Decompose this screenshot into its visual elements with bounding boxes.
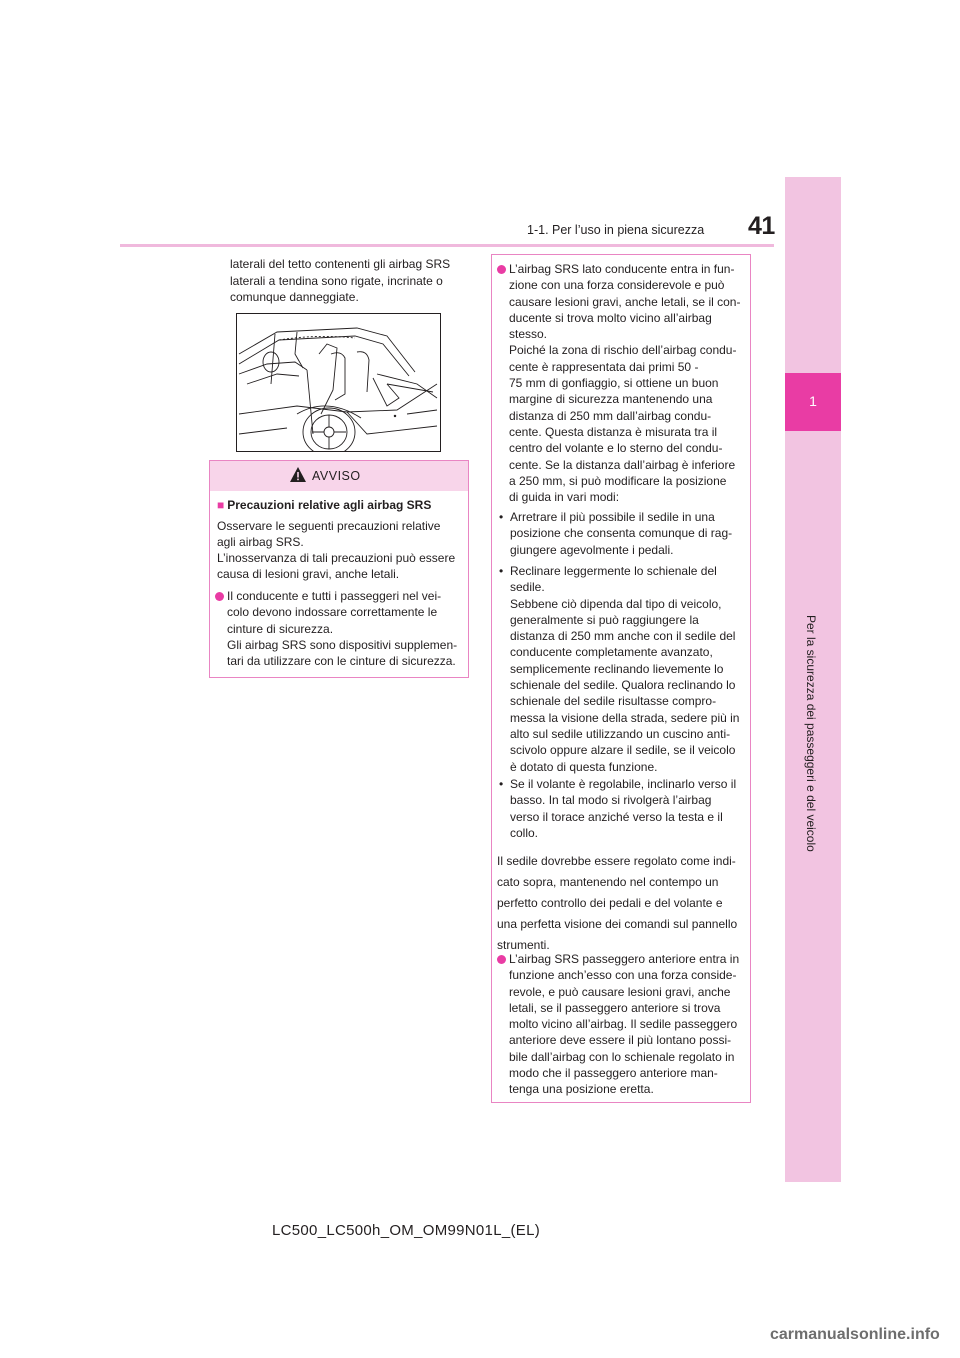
sub-bullet-line: posizione che consenta comunque di rag- <box>510 526 733 541</box>
sub-bullet-steering-wheel <box>497 776 747 841</box>
bullet-dot-icon <box>215 592 224 601</box>
bullet-line: bile dall’airbag con lo schienale regolato in <box>509 1049 735 1064</box>
bullet-line: centro del volante e lo sterno del condu- <box>509 441 723 456</box>
bullet-line: molto vicino all’airbag. Il sedile passeggero <box>509 1017 738 1032</box>
sub-bullet-move-seat <box>497 509 747 558</box>
notice-line: causa di lesioni gravi, anche letali. <box>217 567 400 581</box>
bullet-line: di guida in vari modi: <box>509 490 620 505</box>
bullet-line: cinture di sicurezza. <box>227 621 334 636</box>
intro-paragraph <box>230 256 470 306</box>
seat-adjust-paragraph <box>497 851 747 956</box>
bullet-line: cente. Questa distanza è misurata tra il <box>509 424 718 439</box>
bullet-line: ducente si trova molto vicino all’airbag <box>509 310 712 325</box>
sub-bullet-line: semplicemente reclinando lievemente lo <box>510 661 724 676</box>
sub-bullet-line: giungere agevolmente i pedali. <box>510 542 674 557</box>
notice-line: Osservare le seguenti precauzioni relative <box>217 519 441 533</box>
bullet-line: tari da utilizzare con le cinture di sicurezza. <box>227 654 456 669</box>
bullet-line: L’airbag SRS passeggero anteriore entra in <box>509 952 740 966</box>
chapter-title: Per la sicurezza dei passeggeri e del veicolo <box>804 615 818 852</box>
sub-bullet-line: basso. In tal modo si rivolgerà l’airbag <box>510 793 712 808</box>
intro-line: laterali a tendina sono rigate, incrinate o <box>230 273 443 288</box>
driver-airbag-bullet <box>497 261 747 505</box>
bullet-line: stesso. <box>509 327 548 342</box>
bullet-dot-icon <box>497 955 506 964</box>
notice-bullet-seatbelts <box>215 588 467 669</box>
paragraph-line: strumenti. <box>497 938 550 952</box>
curtain-airbag-illustration <box>236 313 441 452</box>
sub-bullet-mark: • <box>499 777 504 791</box>
bullet-line: zione con una forza considerevole e può <box>509 278 725 293</box>
sub-bullet-line: scivolo oppure alzare il sedile, se il veicolo <box>510 743 736 758</box>
paragraph-line: una perfetta visione dei comandi sul pannello <box>497 917 738 931</box>
bullet-line: letali, se il passeggero anteriore si trova <box>509 1000 721 1015</box>
sub-bullet-line: Reclinare leggermente lo schienale del <box>510 564 717 578</box>
sub-bullet-line: Se il volante è regolabile, inclinarlo verso il <box>510 777 737 791</box>
sub-bullet-line: sedile. <box>510 580 545 595</box>
document-code: LC500_LC500h_OM_OM99N01L_(EL) <box>272 1222 541 1239</box>
notice-paragraph <box>217 518 465 582</box>
bullet-line: margine di sicurezza mantenendo una <box>509 392 713 407</box>
sub-bullet-line: Arretrare il più possibile il sedile in una <box>510 510 715 524</box>
bullet-line: a 250 mm, si può modificare la posizione <box>509 473 727 488</box>
sub-bullet-line: verso il torace anziché verso la testa e il <box>510 809 723 824</box>
bullet-line: 75 mm di gonfiaggio, si ottiene un buon <box>509 376 719 391</box>
sub-bullet-line: messa la visione della strada, sedere più in <box>510 710 740 725</box>
intro-line: comunque danneggiate. <box>230 290 359 304</box>
bullet-line: modo che il passeggero anteriore man- <box>509 1066 718 1081</box>
header-divider <box>120 244 774 247</box>
warning-triangle-icon <box>289 466 307 483</box>
sub-bullet-line: distanza di 250 mm anche con il sedile del <box>510 629 736 644</box>
bullet-line: cente. Se la distanza dall’airbag è inferiore <box>509 457 736 472</box>
paragraph-line: perfetto controllo dei pedali e del volante e <box>497 896 723 910</box>
bullet-line: causare lesioni gravi, anche letali, se il con- <box>509 294 741 309</box>
notice-line: L’inosservanza di tali precauzioni può essere <box>217 551 456 565</box>
notice-subheading <box>217 498 431 512</box>
bullet-line: Gli airbag SRS sono dispositivi supplemen- <box>227 637 458 652</box>
bullet-line: funzione anch’esso con una forza conside- <box>509 968 737 983</box>
site-watermark[interactable]: carmanualsonline.info <box>770 1326 940 1343</box>
bullet-line: cente è rappresentata dai primi 50 - <box>509 359 699 374</box>
sub-bullet-mark: • <box>499 564 504 578</box>
sub-bullet-line: generalmente si può raggiungere la <box>510 612 699 627</box>
intro-line: laterali del tetto contenenti gli airbag SRS <box>230 257 451 271</box>
chapter-number: 1 <box>809 393 817 409</box>
bullet-line: L’airbag SRS lato conducente entra in fun- <box>509 262 735 276</box>
notice-subheading-text: Precauzioni relative agli airbag SRS <box>227 498 432 512</box>
passenger-airbag-bullet <box>497 951 747 1098</box>
notice-title: AVVISO <box>312 469 361 483</box>
section-header: 1-1. Per l’uso in piena sicurezza <box>527 223 705 237</box>
chapter-side-tab <box>785 177 841 1182</box>
bullet-line: Il conducente e tutti i passeggeri nel vei- <box>227 589 442 603</box>
bullet-dot-icon <box>497 265 506 274</box>
sub-bullet-recline-seatback <box>497 563 747 775</box>
sub-bullet-line: schienale del sedile. Qualora reclinando lo <box>510 678 736 693</box>
bullet-line: colo devono indossare correttamente le <box>227 605 438 620</box>
bullet-line: anteriore deve essere il più lontano possi- <box>509 1033 732 1048</box>
bullet-line: revole, e può causare lesioni gravi, anche <box>509 984 731 999</box>
sub-bullet-mark: • <box>499 510 504 524</box>
sub-bullet-line: collo. <box>510 825 539 840</box>
paragraph-line: cato sopra, mantenendo nel contempo un <box>497 875 719 889</box>
bullet-line: distanza di 250 mm dall’airbag condu- <box>509 408 712 423</box>
sub-bullet-line: è dotato di questa funzione. <box>510 759 658 774</box>
paragraph-line: Il sedile dovrebbe essere regolato come indi- <box>497 854 736 868</box>
bullet-line: tenga una posizione eretta. <box>509 1082 654 1097</box>
bullet-line: Poiché la zona di rischio dell’airbag condu- <box>509 343 737 358</box>
notice-header <box>210 461 468 491</box>
sub-bullet-line: conducente completamente avanzato, <box>510 645 713 660</box>
sub-bullet-line: alto sul sedile utilizzando un cuscino anti- <box>510 726 731 741</box>
sub-bullet-line: Sebbene ciò dipenda dal tipo di veicolo, <box>510 596 722 611</box>
square-bullet-icon: ■ <box>217 498 225 512</box>
notice-line: agli airbag SRS. <box>217 535 304 549</box>
sub-bullet-line: schienale del sedile risultasse compro- <box>510 694 717 709</box>
page-number: 41 <box>748 212 775 240</box>
